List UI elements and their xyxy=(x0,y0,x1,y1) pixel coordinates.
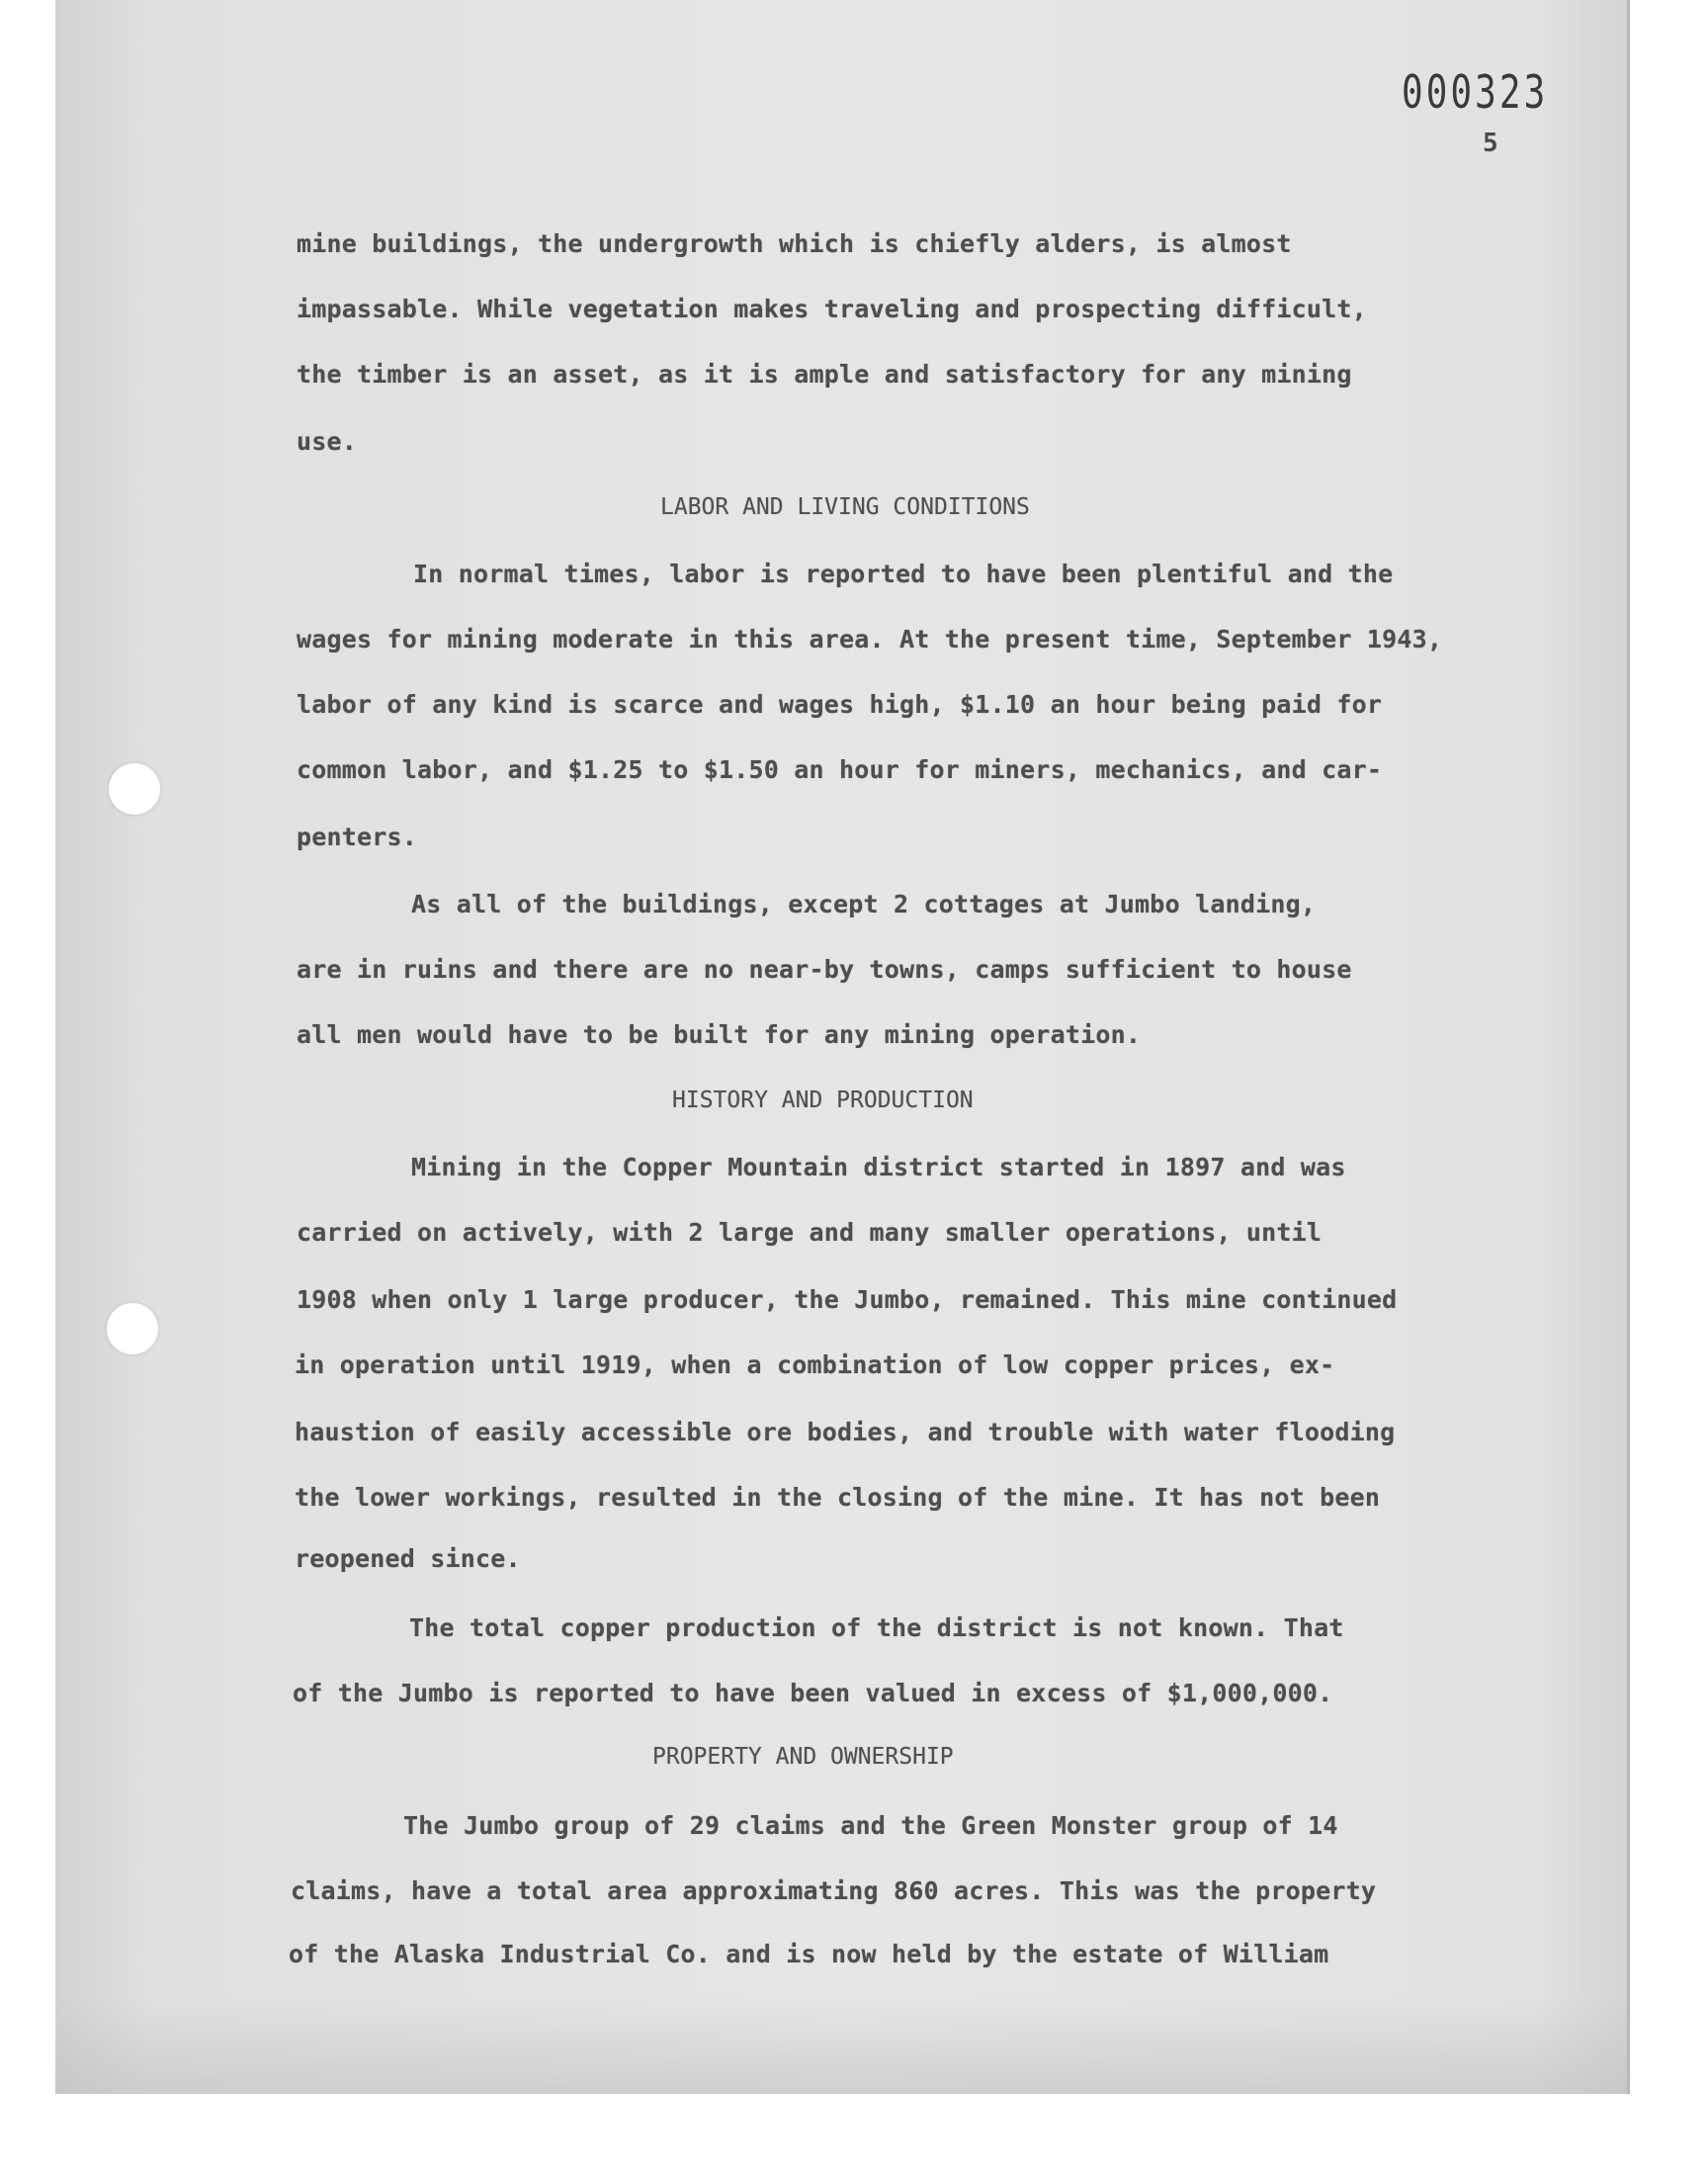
page-shadow xyxy=(55,1997,1627,2094)
body-line: carried on actively, with 2 large and many smaller operations, until xyxy=(297,1218,1323,1247)
body-line: claims, have a total area approximating 860 acres. This was the property xyxy=(291,1876,1377,1905)
body-line: in operation until 1919, when a combination of low copper prices, ex- xyxy=(295,1350,1335,1379)
body-line: of the Jumbo is reported to have been valued in excess of $1,000,000. xyxy=(293,1679,1333,1707)
body-line: The Jumbo group of 29 claims and the Green Monster group of 14 xyxy=(403,1811,1338,1840)
body-line: The total copper production of the district is not known. That xyxy=(409,1613,1344,1642)
body-line: As all of the buildings, except 2 cottages at Jumbo landing, xyxy=(411,890,1317,918)
body-line: mine buildings, the undergrowth which is chiefly alders, is almost xyxy=(297,229,1292,258)
body-line: the lower workings, resulted in the closing of the mine. It has not been xyxy=(295,1483,1381,1512)
body-line: use. xyxy=(297,427,358,456)
section-heading: HISTORY AND PRODUCTION xyxy=(672,1088,974,1113)
body-line: of the Alaska Industrial Co. and is now held by the estate of William xyxy=(289,1940,1329,1968)
body-line: common labor, and $1.25 to $1.50 an hour for miners, mechanics, and car- xyxy=(297,755,1383,784)
document-number: 000323 xyxy=(1402,65,1549,119)
body-line: impassable. While vegetation makes traveling and prospecting difficult, xyxy=(297,295,1367,323)
section-heading: PROPERTY AND OWNERSHIP xyxy=(652,1744,954,1770)
body-line: all men would have to be built for any mining operation. xyxy=(297,1020,1142,1049)
body-line: In normal times, labor is reported to have been plentiful and the xyxy=(413,560,1394,588)
body-line: Mining in the Copper Mountain district started in 1897 and was xyxy=(411,1153,1346,1181)
body-line: are in ruins and there are no near-by towns, camps sufficient to house xyxy=(297,955,1352,984)
punch-hole-bottom xyxy=(107,1303,158,1354)
body-line: the timber is an asset, as it is ample and satisfactory for any mining xyxy=(297,360,1352,389)
body-line: haustion of easily accessible ore bodies, and trouble with water flooding xyxy=(295,1418,1396,1446)
section-heading: LABOR AND LIVING CONDITIONS xyxy=(660,494,1030,520)
body-line: labor of any kind is scarce and wages high, $1.10 an hour being paid for xyxy=(297,690,1383,719)
body-line: penters. xyxy=(297,823,418,851)
page-number: 5 xyxy=(1483,129,1498,158)
punch-hole-top xyxy=(109,763,160,815)
body-line: wages for mining moderate in this area. At the present time, September 1943, xyxy=(297,625,1443,653)
body-line: 1908 when only 1 large producer, the Jumbo, remained. This mine continued xyxy=(297,1285,1398,1314)
body-line: reopened since. xyxy=(295,1544,521,1573)
